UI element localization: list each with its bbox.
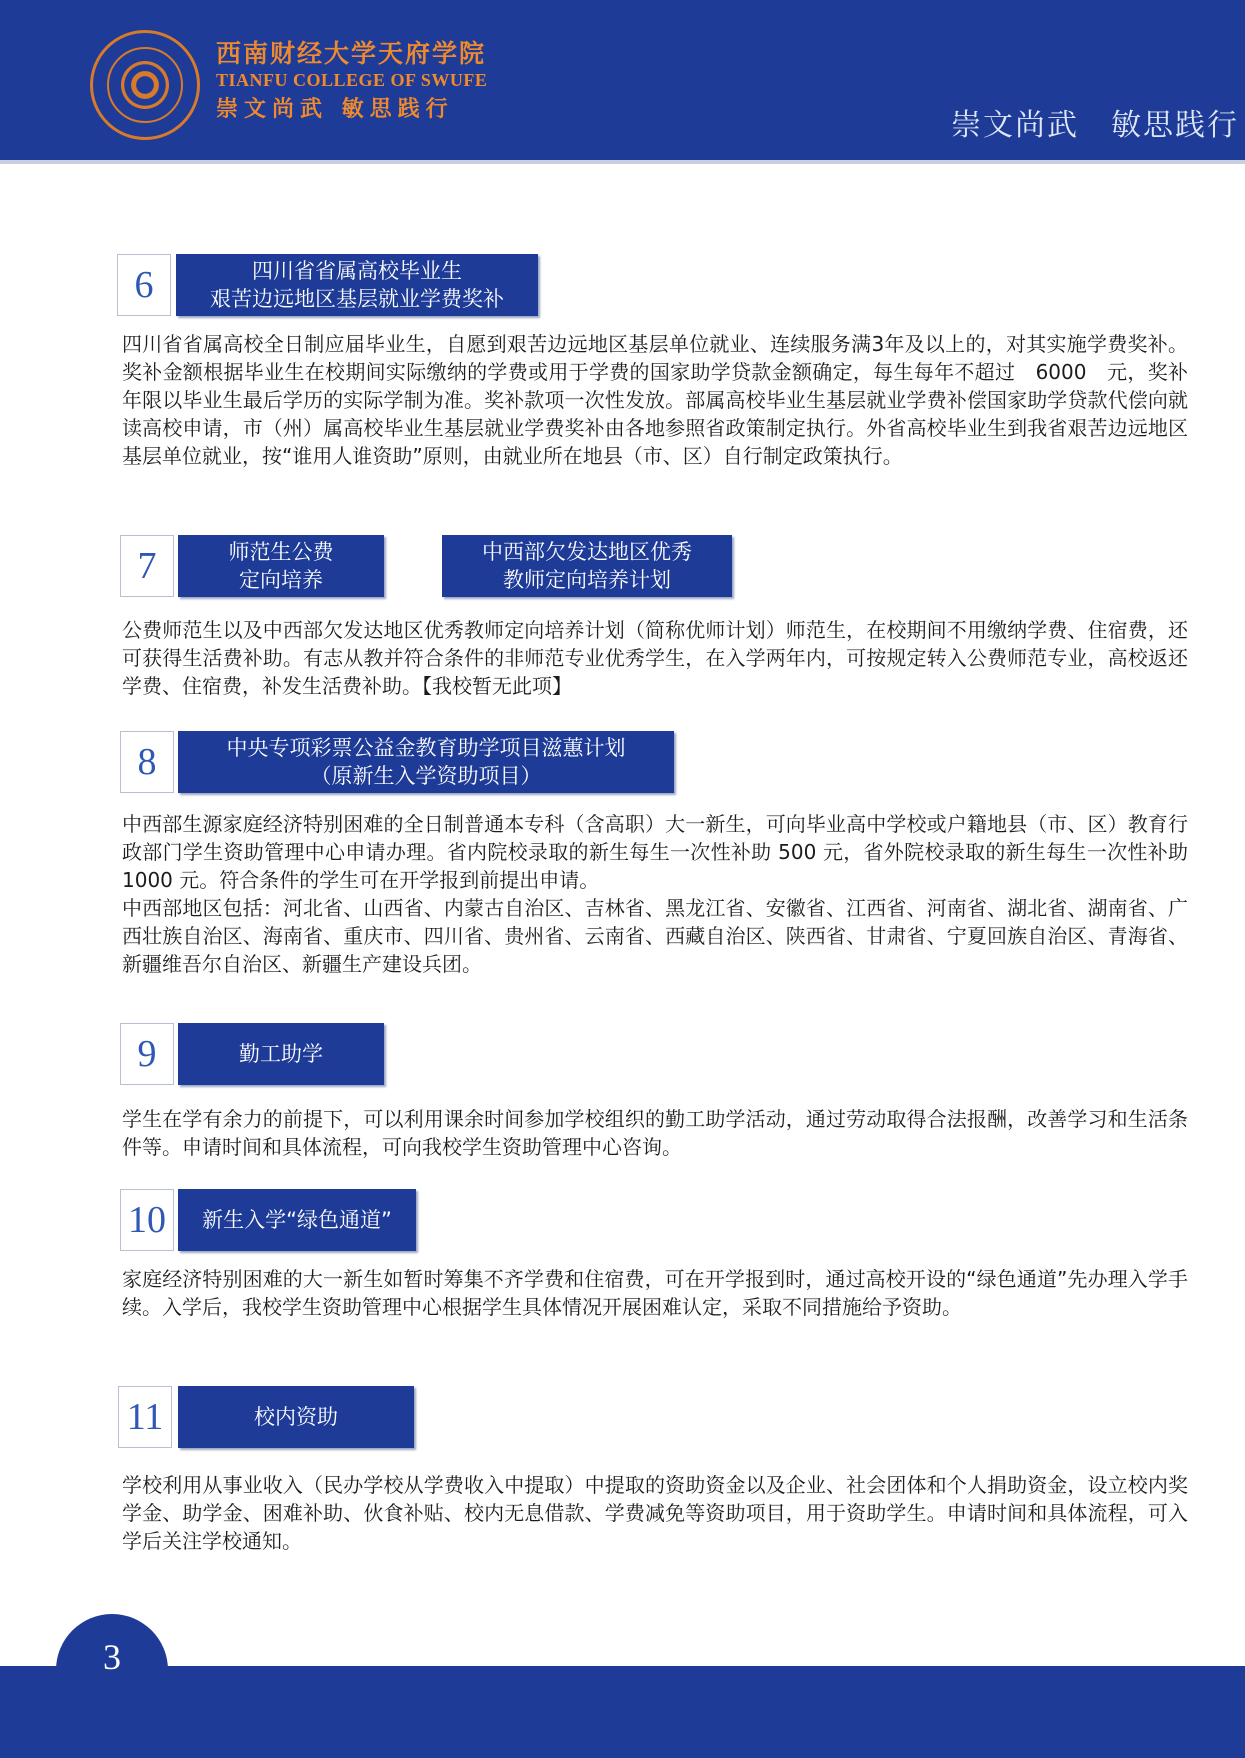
section-title-line: 四川省省属高校毕业生 bbox=[252, 259, 462, 283]
section-number: 7 bbox=[120, 535, 174, 597]
section-body-11: 学校利用从事业收入（民办学校从学费收入中提取）中提取的资助资金以及企业、社会团体和个人捐助资金，设立校内奖学金、助学金、困难补助、伙食补贴、校内无息借款、学费减免等资助项目，用于资助学生。申请时间和具体流程，可入学后关注学校通知。 bbox=[122, 1473, 1188, 1553]
section-heading-10 bbox=[120, 1189, 418, 1251]
page-number: 3 bbox=[103, 1637, 121, 1677]
section-number: 6 bbox=[117, 254, 171, 316]
school-name-cn: 西南财经大学天府学院 bbox=[216, 39, 487, 68]
section-number: 11 bbox=[118, 1386, 172, 1448]
school-logo-text bbox=[216, 40, 487, 126]
section-title-box bbox=[178, 1023, 384, 1085]
section-title-box bbox=[178, 731, 674, 793]
section-title-line: 校内资助 bbox=[254, 1405, 338, 1429]
page-footer bbox=[0, 1666, 1245, 1758]
section-title-line: 教师定向培养计划 bbox=[503, 568, 671, 592]
section-title-line: 师范生公费 bbox=[228, 540, 334, 564]
page-header bbox=[0, 0, 1245, 160]
section-body-9: 学生在学有余力的前提下，可以利用课余时间参加学校组织的勤工助学活动，通过劳动取得合法报酬，改善学习和生活条件等。申请时间和具体流程，可向我校学生资助管理中心咨询。 bbox=[122, 1107, 1188, 1159]
section-title-box bbox=[178, 535, 384, 597]
section-number: 10 bbox=[120, 1189, 174, 1251]
section-heading-6 bbox=[117, 254, 541, 316]
section-title-line: 中西部欠发达地区优秀 bbox=[482, 540, 692, 564]
header-divider bbox=[0, 160, 1245, 164]
section-title-line: 艰苦边远地区基层就业学费奖补 bbox=[210, 287, 504, 311]
section-heading-7 bbox=[120, 535, 734, 597]
section-body-7: 公费师范生以及中西部欠发达地区优秀教师定向培养计划（简称优师计划）师范生，在校期间不用缴纳学费、住宿费，还可获得生活费补助。有志从教并符合条件的非师范专业优秀学生，在入学两年内，可按规定转入公费师范专业，高校返还学费、住宿费，补发生活费补助。【我校暂无此项】 bbox=[122, 618, 1188, 698]
logo-motto: 崇文尚武 敏思践行 bbox=[216, 96, 454, 122]
section-title-line: 中央专项彩票公益金教育助学项目滋蕙计划 bbox=[226, 736, 626, 760]
section-title-box-secondary bbox=[442, 535, 732, 597]
section-title-line: 定向培养 bbox=[239, 568, 323, 592]
section-number: 9 bbox=[120, 1023, 174, 1085]
section-title-line: （原新生入学资助项目） bbox=[310, 764, 542, 788]
section-title-line: 勤工助学 bbox=[239, 1042, 323, 1066]
section-title-box bbox=[178, 1189, 416, 1251]
header-slogan: 崇文尚武 敏思践行 bbox=[951, 108, 1239, 143]
section-title-box bbox=[176, 254, 538, 316]
school-name-en: TIANFU COLLEGE OF SWUFE bbox=[216, 70, 488, 90]
section-body-10: 家庭经济特别困难的大一新生如暂时筹集不齐学费和住宿费，可在开学报到时，通过高校开设的“绿色通道”先办理入学手续。入学后，我校学生资助管理中心根据学生具体情况开展困难认定，采取不同措施给予资助。 bbox=[122, 1267, 1188, 1319]
school-seal-icon bbox=[90, 30, 200, 140]
section-heading-8 bbox=[120, 731, 676, 793]
section-body-6: 四川省省属高校全日制应届毕业生，自愿到艰苦边远地区基层单位就业、连续服务满3年及以上的，对其实施学费奖补。奖补金额根据毕业生在校期间实际缴纳的学费或用于学费的国家助学贷款金额确定，每生每年不超过 6000 元，奖补年限以毕业生最后学历的实际学制为准。奖补款项一次性发放。部属高校毕业生基层就业学费补偿国家助学贷款代偿向就读高校申请，市（州）属高校毕业生基层就业学费奖补由各地参照省政策制定执行。外省高校毕业生到我省艰苦边远地区基层单位就业，按“谁用人谁资助”原则，由就业所在地县（市、区）自行制定政策执行。 bbox=[122, 332, 1188, 468]
section-title-box bbox=[178, 1386, 414, 1448]
section-body-8a: 中西部生源家庭经济特别困难的全日制普通本专科（含高职）大一新生，可向毕业高中学校或户籍地县（市、区）教育行政部门学生资助管理中心申请办理。省内院校录取的新生每生一次性补助 500 元，省外院校录取的新生每生一次性补助 1000 元。符合条件的学生可在开学报到前提出申请。 bbox=[122, 812, 1188, 892]
section-title-line: 新生入学“绿色通道” bbox=[202, 1208, 392, 1232]
section-number: 8 bbox=[120, 731, 174, 793]
section-body-8b: 中西部地区包括：河北省、山西省、内蒙古自治区、吉林省、黑龙江省、安徽省、江西省、河南省、湖北省、湖南省、广西壮族自治区、海南省、重庆市、四川省、贵州省、云南省、西藏自治区、陕西省、甘肃省、宁夏回族自治区、青海省、新疆维吾尔自治区、新疆生产建设兵团。 bbox=[122, 896, 1188, 976]
section-heading-11 bbox=[118, 1386, 416, 1448]
section-heading-9 bbox=[120, 1023, 386, 1085]
